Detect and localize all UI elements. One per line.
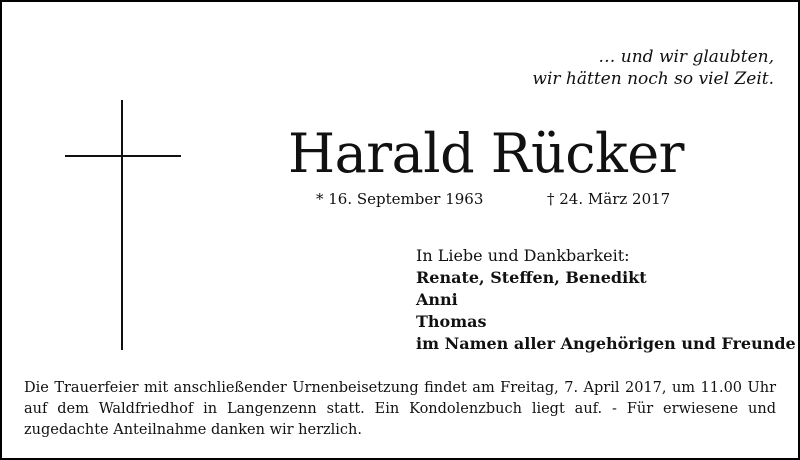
mourners-block <box>416 245 796 355</box>
death-date: † 24. März 2017 <box>547 190 671 208</box>
mourner-line: Anni <box>416 290 458 309</box>
mourner-line: im Namen aller Angehörigen und Freunde <box>416 334 796 353</box>
mourner-line: Renate, Steffen, Benedikt <box>416 268 647 287</box>
quote-line-2: wir hätten noch so viel Zeit. <box>532 69 774 89</box>
birth-date: * 16. September 1963 <box>316 190 484 208</box>
mourner-line: Thomas <box>416 312 487 331</box>
mourners-intro: In Liebe und Dankbarkeit: <box>416 246 630 265</box>
deceased-name: Harald Rücker <box>288 122 684 185</box>
quote <box>532 46 774 90</box>
cross-vertical-bar <box>121 100 123 350</box>
quote-line-1: … und wir glaubten, <box>598 47 774 67</box>
funeral-notice: Die Trauerfeier mit anschließender Urnenbeisetzung findet am Freitag, 7. April 2017, um 11.00 Uhr auf dem Waldfriedhof in Langenzenn statt. Ein Kondolenzbuch liegt auf. - Für erwiesene und zugedachte Anteilnahme danken wir herzlich. <box>24 380 776 438</box>
cross-horizontal-bar <box>65 155 181 157</box>
